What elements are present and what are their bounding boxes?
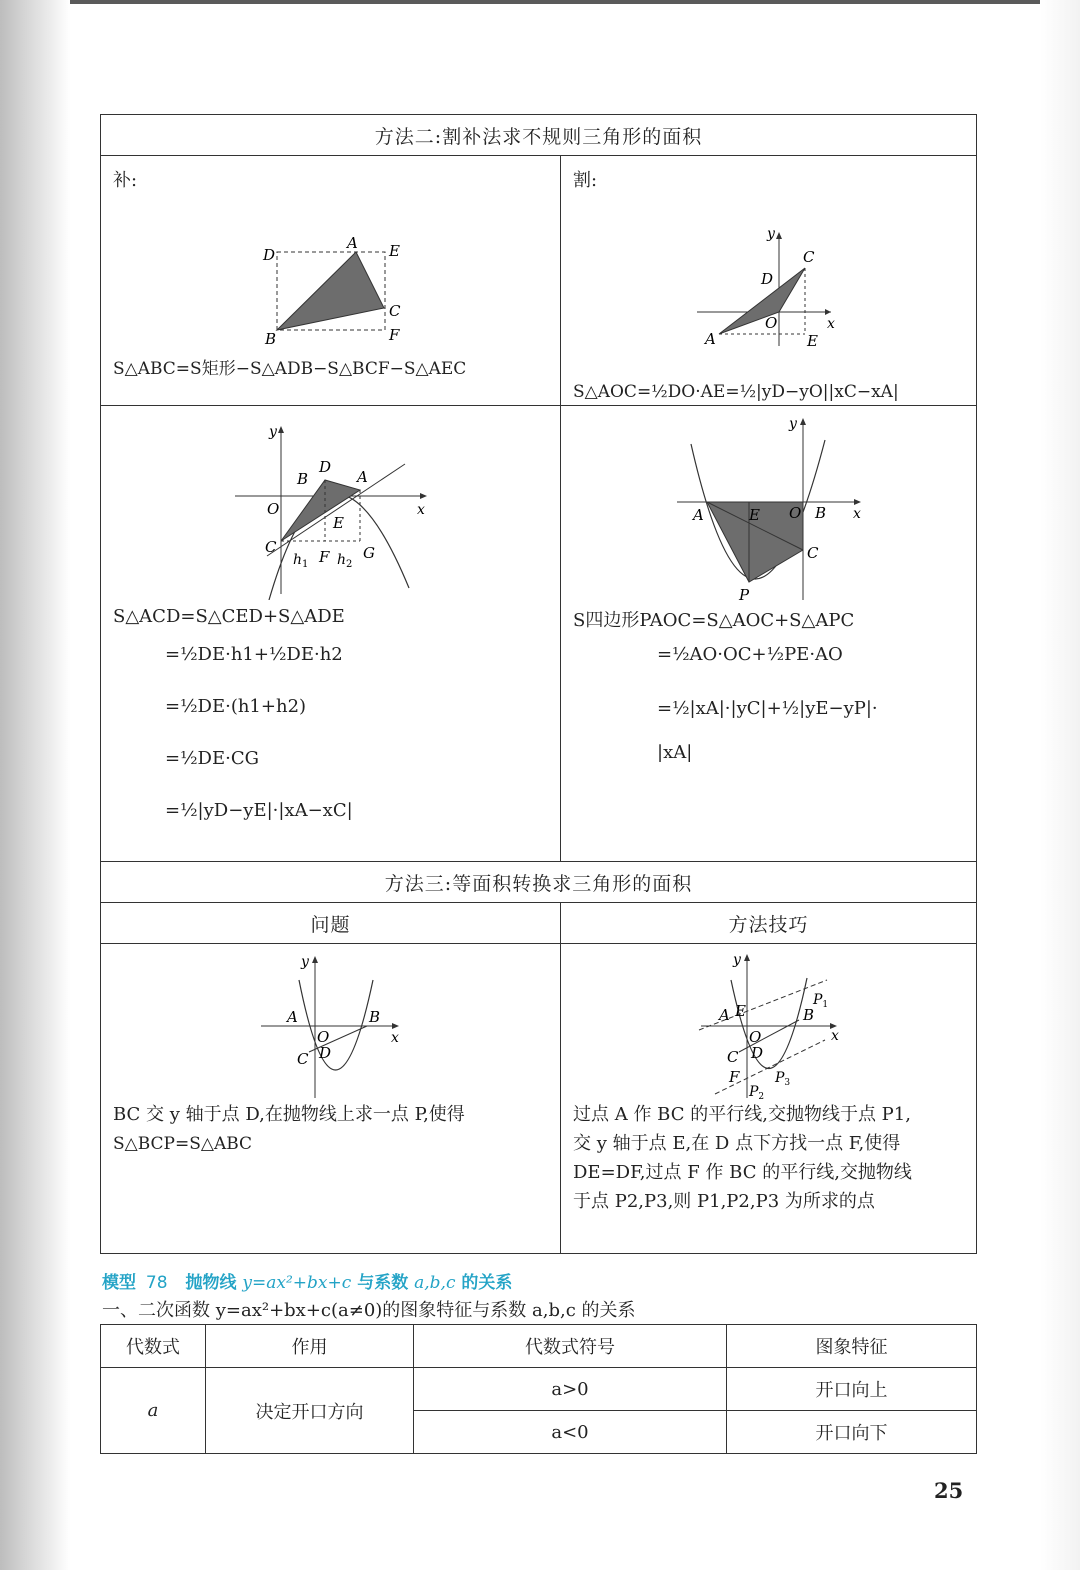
ge-label: 割: (573, 170, 598, 191)
acd-line-4: =½DE·CG (165, 748, 259, 769)
problem-text-2: S△BCP=S△ABC (113, 1134, 253, 1154)
acd-label-c: C (265, 538, 277, 556)
model-title-vars: a,b,c (414, 1273, 456, 1293)
acd-line-3: =½DE·(h1+h2) (165, 696, 307, 717)
ge-label-d: D (761, 270, 774, 288)
method-table (100, 114, 977, 1254)
paoc-line-1: S四边形PAOC=S△AOC+S△APC (573, 610, 855, 631)
paoc-label-b: B (815, 504, 827, 522)
top-edge (0, 0, 1080, 4)
paoc-line-2: =½AO·OC+½PE·AO (657, 644, 843, 665)
method3-title: 方法三:等面积转换求三角形的面积 (101, 862, 977, 903)
acd-label-o: O (267, 500, 280, 518)
acd-line-5: =½|yD−yE|·|xA−xC| (165, 800, 353, 821)
col-header-sign: 代数式符号 (414, 1325, 727, 1368)
model-heading (102, 1268, 512, 1293)
technique-label-b: B (803, 1006, 815, 1024)
acd-label-h1: h (293, 552, 303, 568)
problem-label-c: C (297, 1050, 309, 1068)
bu-label-c: C (389, 302, 401, 320)
bu-label-f: F (389, 326, 400, 344)
section-subheading: 一、二次函数 y=ax²+bx+c(a≠0)的图象特征与系数 a,b,c 的关系 (102, 1300, 636, 1321)
problem-label-d: D (319, 1044, 332, 1062)
acd-line-2: =½DE·h1+½DE·h2 (165, 644, 343, 665)
acd-label-h2-sub: 2 (346, 559, 353, 570)
svg-text:h2 (337, 552, 352, 570)
technique-diagram (695, 948, 845, 1104)
paoc-label-y: y (789, 416, 797, 432)
technique-label-c: C (727, 1048, 739, 1066)
page-edge-shadow (1040, 0, 1080, 1570)
bu-label-d: D (263, 246, 276, 264)
technique-text-1: 过点 A 作 BC 的平行线,交抛物线于点 P1, (573, 1104, 911, 1125)
technique-cell (561, 944, 977, 1254)
row-a-role: 决定开口方向 (206, 1368, 414, 1454)
problem-text-1: BC 交 y 轴于点 D,在抛物线上求一点 P,使得 (113, 1104, 465, 1125)
technique-label-p2: P (749, 1084, 759, 1100)
bu-label-b: B (265, 330, 277, 346)
acd-label-d: D (319, 458, 332, 476)
acd-label-h1-sub: 1 (302, 559, 309, 570)
technique-label-y: y (733, 952, 741, 968)
ge-label-o: O (765, 314, 778, 332)
problem-label-a: A (287, 1008, 298, 1026)
technique-label-p1-sub: 1 (822, 1000, 829, 1010)
col-header-expr: 代数式 (101, 1325, 206, 1368)
method3-col-technique: 方法技巧 (561, 903, 977, 944)
ge-formula: S△AOC=½DO·AE=½|yD−yO||xC−xA| (573, 382, 899, 402)
method3-col-problem: 问题 (101, 903, 561, 944)
technique-label-p3-sub: 3 (784, 1078, 791, 1088)
paoc-label-x: x (853, 506, 861, 522)
model-title-a: 抛物线 (185, 1273, 237, 1293)
bu-label-e: E (389, 242, 400, 260)
bu-cell (101, 156, 561, 406)
acd-label-g: G (363, 544, 375, 562)
acd-label-x: x (417, 502, 425, 518)
problem-label-o: O (317, 1028, 330, 1046)
row-a-sign-negative: a<0 (414, 1411, 727, 1454)
paoc-line-4: |xA| (657, 742, 693, 763)
paoc-diagram (673, 416, 873, 602)
svg-text:P1 (812, 992, 828, 1010)
technique-text-3: DE=DF,过点 F 作 BC 的平行线,交抛物线 (573, 1162, 912, 1183)
bu-label: 补: (113, 170, 138, 191)
row-a-sign-positive: a>0 (414, 1368, 727, 1411)
acd-cell (101, 406, 561, 862)
problem-label-b: B (369, 1008, 381, 1026)
col-header-feature: 图象特征 (727, 1325, 977, 1368)
paoc-label-a: A (693, 506, 704, 524)
paoc-label-c: C (807, 544, 819, 562)
technique-text-4: 于点 P2,P3,则 P1,P2,P3 为所求的点 (573, 1191, 875, 1212)
ge-label-a: A (705, 330, 716, 348)
technique-label-x: x (831, 1028, 839, 1044)
acd-label-e: E (333, 514, 344, 532)
technique-label-p2-sub: 2 (758, 1092, 765, 1102)
technique-label-p1: P (813, 992, 823, 1008)
model-title-formula: y=ax²+bx+c (242, 1273, 352, 1293)
problem-label-x: x (391, 1030, 399, 1046)
page-number: 25 (934, 1478, 964, 1503)
row-a-expr: a (101, 1368, 206, 1454)
ge-label-y: y (767, 228, 775, 242)
col-header-role: 作用 (206, 1325, 414, 1368)
acd-line-1: S△ACD=S△CED+S△ADE (113, 606, 345, 627)
ge-label-c: C (803, 248, 815, 266)
page-binding-shadow (0, 0, 70, 1570)
technique-label-f: F (729, 1068, 740, 1086)
paoc-line-3: =½|xA|·|yC|+½|yE−yP|· (657, 698, 878, 719)
acd-label-f: F (319, 548, 330, 566)
row-a-feature-up: 开口向上 (727, 1368, 977, 1411)
svg-text:P3 (774, 1070, 790, 1088)
svg-text:h1 (293, 552, 308, 570)
technique-label-e: E (735, 1002, 746, 1020)
paoc-cell (561, 406, 977, 862)
ge-label-e: E (807, 332, 818, 350)
model-title-b: 与系数 (357, 1273, 409, 1293)
acd-label-b: B (297, 470, 309, 488)
ge-label-x: x (827, 316, 835, 332)
technique-label-o: O (749, 1028, 762, 1046)
technique-label-a: A (719, 1006, 730, 1024)
bu-label-a: A (347, 234, 358, 252)
ge-diagram (691, 228, 841, 350)
technique-label-d: D (751, 1044, 764, 1062)
model-title-c: 的关系 (461, 1273, 513, 1293)
method2-title: 方法二:割补法求不规则三角形的面积 (101, 115, 977, 156)
coefficient-table (100, 1324, 977, 1454)
ge-cell (561, 156, 977, 406)
acd-label-h2: h (337, 552, 347, 568)
acd-label-a: A (357, 468, 368, 486)
row-a-feature-down: 开口向下 (727, 1411, 977, 1454)
technique-label-p3: P (775, 1070, 785, 1086)
model-number: 78 (145, 1273, 168, 1293)
acd-diagram (229, 424, 439, 600)
bu-diagram (251, 234, 411, 346)
paoc-label-p: P (739, 586, 750, 602)
problem-diagram (257, 950, 407, 1100)
acd-label-y: y (269, 424, 277, 440)
model-prefix: 模型 (102, 1273, 136, 1293)
paoc-label-e: E (749, 506, 760, 524)
problem-label-y: y (301, 954, 309, 970)
technique-text-2: 交 y 轴于点 E,在 D 点下方找一点 F,使得 (573, 1133, 901, 1154)
paoc-label-o: O (789, 504, 802, 522)
bu-formula: S△ABC=S矩形−S△ADB−S△BCF−S△AEC (113, 359, 467, 379)
problem-cell (101, 944, 561, 1254)
